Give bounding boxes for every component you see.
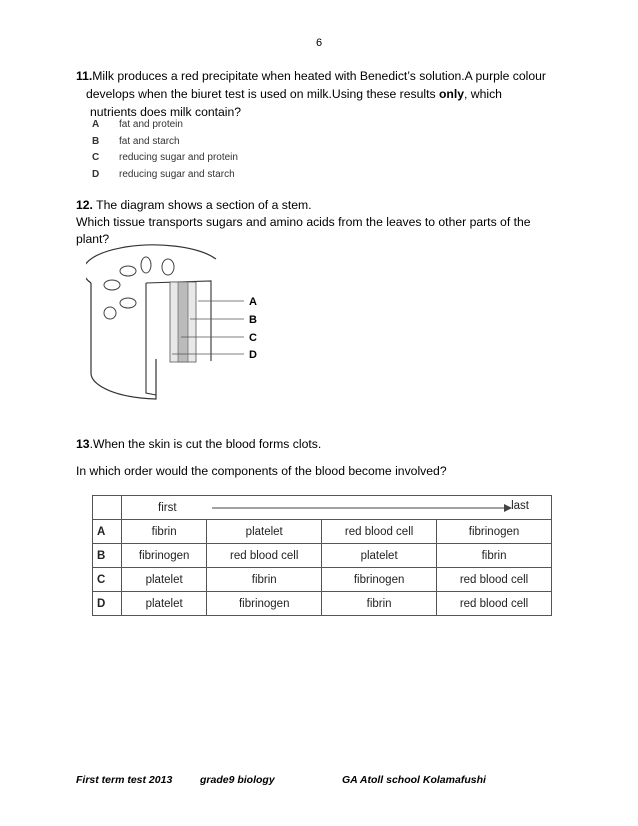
table-cell: red blood cell [437, 592, 552, 616]
q11-option-letter-b: B [92, 136, 100, 147]
q11-text-2: develops when the biuret test is used on milk.Using these results [86, 87, 439, 101]
diagram-label-c: C [249, 332, 257, 344]
table-cell: fibrinogen [322, 568, 437, 592]
q11-bold-only: only [438, 87, 465, 101]
q12-line3: plant? [76, 232, 110, 246]
footer-test-name: First term test 2013 [76, 774, 173, 786]
footer-subject: grade9 biology [200, 774, 275, 786]
table-cell: platelet [207, 520, 322, 544]
table-cell: fibrinogen [437, 520, 552, 544]
q11-option-letter-d: D [92, 169, 100, 180]
stem-section-diagram [86, 243, 276, 405]
header-last: last [511, 500, 529, 512]
q11-option-letter-c: C [92, 152, 100, 163]
vascular-bundle [120, 298, 136, 308]
table-cell: fibrinogen [122, 544, 207, 568]
q13-line1 [76, 435, 321, 453]
q12-line1 [76, 196, 312, 214]
table-cell: platelet [122, 592, 207, 616]
row-letter: D [93, 592, 122, 616]
q11-line3: nutrients does milk contain? [90, 105, 242, 119]
sequence-header [122, 496, 552, 520]
diagram-label-d: D [249, 349, 257, 361]
q12-text-1: The diagram shows a section of a stem. [92, 198, 312, 212]
table-cell: red blood cell [322, 520, 437, 544]
vascular-core [178, 282, 188, 362]
page-number: 6 [315, 37, 323, 49]
table-row [93, 568, 552, 592]
q12-line2: Which tissue transports sugars and amino acids from the leaves to other parts of the [76, 215, 531, 229]
q11-number: 11. [76, 69, 93, 83]
table-cell: fibrin [322, 592, 437, 616]
table-row [93, 520, 552, 544]
vascular-bundle [104, 280, 120, 290]
q11-text-1: Milk produces a red precipitate when heated with Benedict’s solution.A purple colour [92, 69, 546, 83]
q11-option-text-d: reducing sugar and starch [119, 169, 235, 180]
table-cell: fibrinogen [207, 592, 322, 616]
table-cell: fibrin [437, 544, 552, 568]
vascular-bundle [104, 307, 116, 319]
q11-line2 [86, 85, 502, 103]
row-letter: C [93, 568, 122, 592]
q11-line1 [76, 67, 546, 85]
header-first: first [158, 501, 177, 514]
table-cell: platelet [322, 544, 437, 568]
table-cell: red blood cell [207, 544, 322, 568]
table-cell: platelet [122, 568, 207, 592]
diagram-label-b: B [249, 314, 257, 326]
q13-text-1: .When the skin is cut the blood forms clots. [89, 437, 322, 451]
diagram-label-a: A [249, 296, 257, 308]
vascular-bundle [120, 266, 136, 276]
clotting-order-table [92, 495, 552, 616]
q13-line2: In which order would the components of the blood become involved? [76, 464, 447, 478]
q11-option-text-b: fat and starch [119, 136, 180, 147]
sequence-arrow-icon [212, 504, 512, 512]
q11-option-text-c: reducing sugar and protein [119, 152, 238, 163]
table-cell: fibrin [207, 568, 322, 592]
row-letter: A [93, 520, 122, 544]
q11-text-2-end: , which [464, 87, 502, 101]
vascular-bundle [141, 257, 151, 273]
q12-number: 12. [76, 198, 93, 212]
q11-option-letter-a: A [92, 119, 100, 130]
row-letter: B [93, 544, 122, 568]
table-cell: fibrin [122, 520, 207, 544]
q13-number: 13 [76, 437, 90, 451]
q11-option-text-a: fat and protein [119, 119, 183, 130]
footer-school: GA Atoll school Kolamafushi [342, 774, 486, 786]
table-row [93, 544, 552, 568]
table-cell: red blood cell [437, 568, 552, 592]
table-header-row [93, 496, 552, 520]
vascular-bundle [162, 259, 174, 275]
table-row [93, 592, 552, 616]
